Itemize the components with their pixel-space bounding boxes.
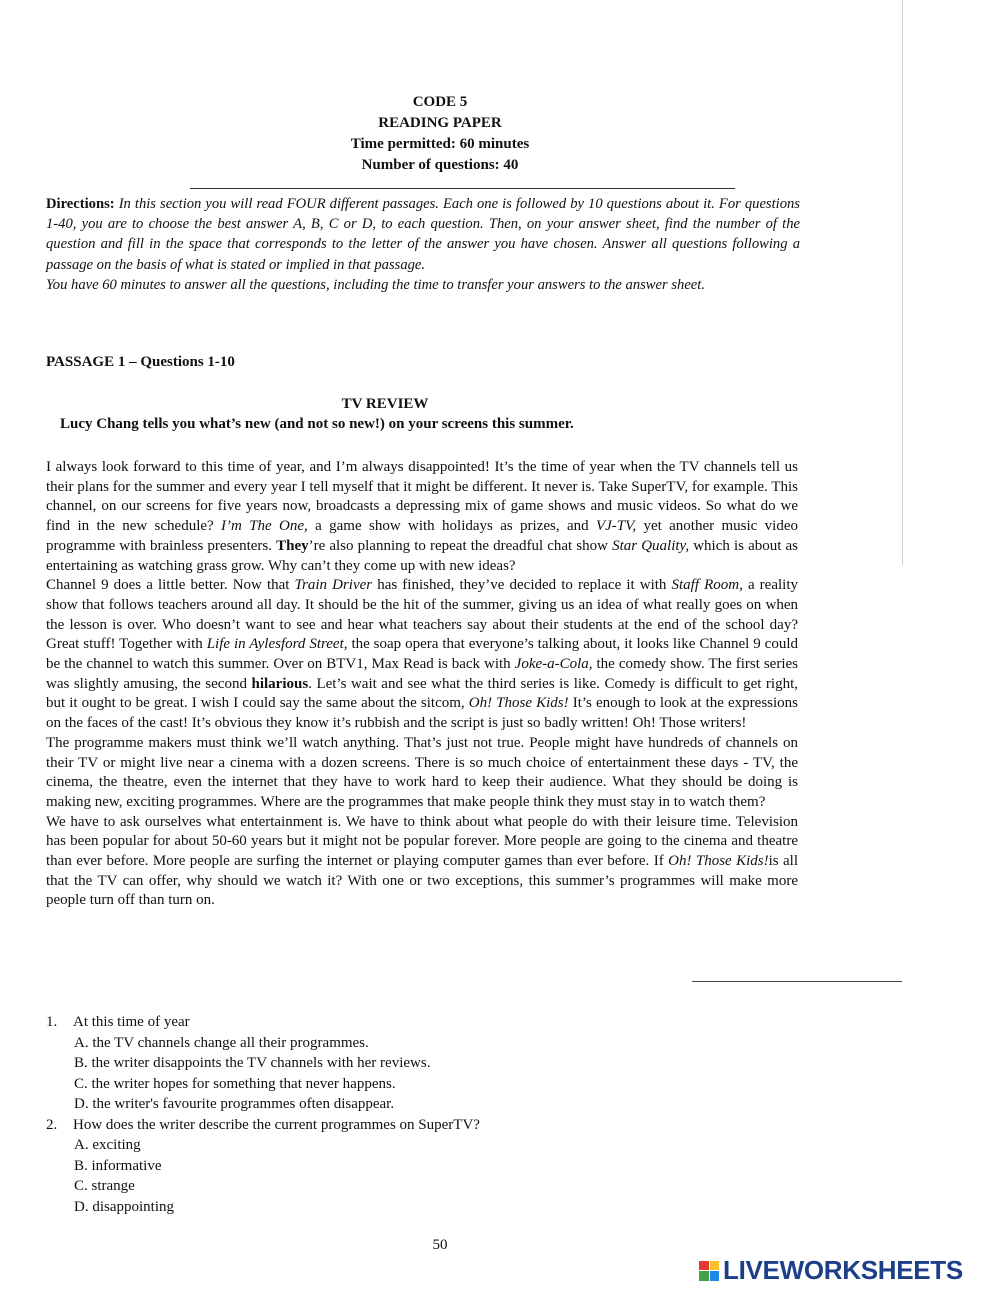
header-divider bbox=[190, 188, 735, 189]
exam-time: Time permitted: 60 minutes bbox=[350, 136, 530, 152]
exam-header bbox=[0, 92, 1000, 176]
answer-option[interactable]: D. the writer's favourite programmes often disappear. bbox=[74, 1096, 395, 1112]
scan-edge-line bbox=[902, 0, 903, 565]
logo-square-yellow bbox=[710, 1261, 720, 1271]
answer-option[interactable]: A. the TV channels change all their programmes. bbox=[74, 1034, 369, 1051]
article-title: TV REVIEW bbox=[341, 396, 429, 412]
directions-block bbox=[46, 194, 800, 295]
exam-question-count: Number of questions: 40 bbox=[361, 157, 519, 173]
article-body bbox=[46, 458, 798, 911]
question-number: 2. bbox=[46, 1116, 58, 1133]
answer-option[interactable]: B. the writer disappoints the TV channels with her reviews. bbox=[74, 1055, 431, 1071]
liveworksheets-wordmark: LIVEWORKSHEETS bbox=[723, 1255, 963, 1285]
answer-option[interactable]: A. exciting bbox=[74, 1137, 141, 1153]
question-list bbox=[46, 1012, 480, 1217]
paragraph-1: I always look forward to this time of year, and I’m always disappointed! It’s the time of year when the TV channels tell us their plans for the summer and every year I tell myself that it might be different. It never is. Take SuperTV, for example. This channel, on our screens for five years now, broadcasts a depressing mix of game shows and music videos. So what do we find in the new schedule? I’m The One, a game show with holidays as prizes, and VJ-TV, yet another music video programme with brainless presenters. They’re also planning to repeat the dreadful chat show Star Quality, which is about as entertaining as watching grass grow. Why can’t they come up with new ideas? bbox=[46, 459, 799, 574]
directions-time-note: You have 60 minutes to answer all the questions, including the time to transfer your answers to the answer sheet. bbox=[46, 276, 705, 293]
question-text: At this time of year bbox=[73, 1014, 190, 1030]
exam-paper-title: READING PAPER bbox=[378, 115, 502, 131]
page-number: 50 bbox=[432, 1237, 448, 1253]
liveworksheets-logo[interactable] bbox=[699, 1255, 963, 1286]
question-number: 1. bbox=[46, 1014, 58, 1030]
answer-option[interactable]: B. informative bbox=[74, 1157, 162, 1174]
paragraph-4: We have to ask ourselves what entertainment is. We have to think about what people do with their leisure time. Television has been popular for about 50-60 years but it might not be popular forever. More people are going to the cinema and theatre than ever before. More people are surfing the internet or playing computer games than ever before. If Oh! Those Kids!is all that the TV can offer, why should we watch it? With one or two exceptions, this summer’s programmes will make more people turn off than turn on. bbox=[46, 813, 799, 909]
question-item bbox=[46, 1012, 480, 1115]
liveworksheets-icon bbox=[699, 1261, 719, 1281]
logo-square-green bbox=[699, 1271, 709, 1281]
scan-artifact-line bbox=[692, 981, 902, 982]
question-item bbox=[46, 1115, 480, 1218]
passage-heading: PASSAGE 1 – Questions 1-10 bbox=[46, 354, 235, 370]
directions-text: In this section you will read FOUR different passages. Each one is followed by 10 questions about it. For questions 1-40, you are to choose the best answer A, B, C or D, to each question. Then, on your answer sheet, find the number of the question and fill in the space that corresponds to the letter of the answer you have chosen. Answer all questions following a passage on the basis of what is stated or implied in that passage. bbox=[46, 196, 800, 273]
exam-code: CODE 5 bbox=[412, 94, 468, 110]
answer-option[interactable]: D. disappointing bbox=[74, 1198, 174, 1215]
answer-option[interactable]: C. the writer hopes for something that never happens. bbox=[74, 1075, 396, 1092]
logo-square-blue bbox=[710, 1271, 720, 1281]
paragraph-3: The programme makers must think we’ll watch anything. That’s just not true. People might have hundreds of channels on their TV or might live near a cinema with a dozen screens. There is so much choice of entertainment these days - TV, the cinema, the theatre, even the internet that they have to work hard to keep their audience. What they should be doing is making new, exciting programmes. Where are the programmes that make people think they must stay in to watch them? bbox=[46, 734, 798, 810]
article-subtitle: Lucy Chang tells you what’s new (and not so new!) on your screens this summer. bbox=[60, 416, 574, 432]
answer-option[interactable]: C. strange bbox=[74, 1178, 135, 1194]
directions-label: Directions: bbox=[46, 196, 115, 212]
logo-square-red bbox=[699, 1261, 709, 1271]
paragraph-2: Channel 9 does a little better. Now that Train Driver has finished, they’ve decided to replace it with Staff Room, a reality show that follows teachers around all day. It should be the hit of the summer, giving us an idea of what really goes on when the lesson is over. Who doesn’t want to see and hear what teachers say about their students at the end of the school day? Great stuff! Together with Life in Aylesford Street, the soap opera that everyone’s talking about, it looks like Channel 9 could be the channel to watch this summer. Over on BTV1, Max Read is back with Joke-a-Cola, the comedy show. The first series was slightly amusing, the second hilarious. Let’s wait and see what the third series is like. Comedy is difficult to get right, but it ought to be great. I wish I could say the same about the sitcom, Oh! Those Kids! It’s enough to look at the expressions on the faces of the cast! It’s obvious they know it’s rubbish and the script is just so badly written! Oh! Those writers! bbox=[46, 577, 798, 732]
question-text: How does the writer describe the current programmes on SuperTV? bbox=[73, 1116, 480, 1133]
